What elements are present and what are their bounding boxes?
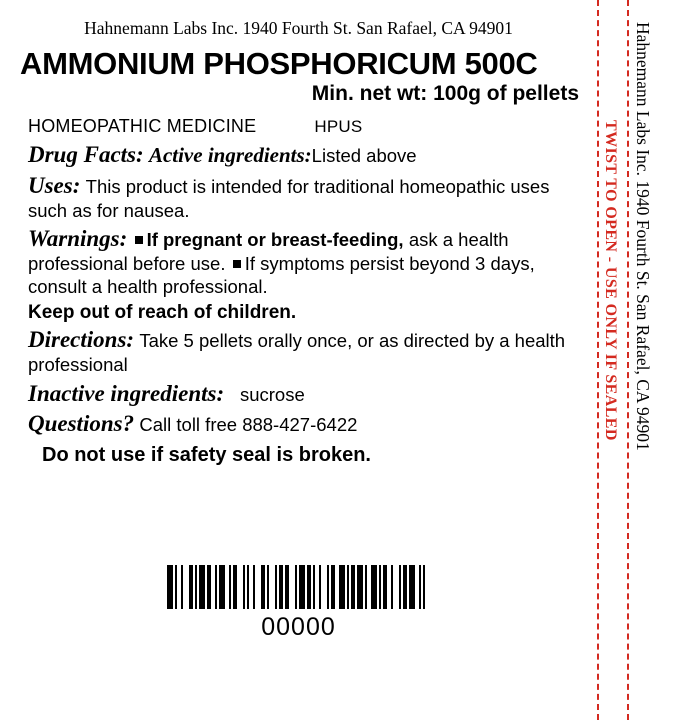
keep-out-of-reach: Keep out of reach of children. <box>28 302 297 324</box>
active-ingredients-label: Active ingredients: <box>148 143 312 168</box>
warning-one-tail: ask a health professional before use. <box>28 228 509 274</box>
barcode-image <box>167 565 431 609</box>
company-address-line: Hahnemann Labs Inc. 1940 Fourth St. San Rafael, CA 94901 <box>84 18 513 38</box>
side-company-text: Hahnemann Labs Inc. 1940 Fourth St. San Rafael, CA 94901 <box>633 22 653 451</box>
side-company-panel <box>627 0 663 720</box>
warnings-heading: Warnings: <box>28 225 128 251</box>
warning-two-text: If symptoms persist beyond 3 days, consult a health professional. <box>28 252 535 297</box>
bullet-square-icon <box>135 236 143 244</box>
drug-facts-heading: Drug Facts: <box>28 142 144 168</box>
barcode-area <box>0 552 597 642</box>
directions-heading: Directions: <box>28 327 135 353</box>
barcode-number: 00000 <box>261 613 336 641</box>
inactive-ingredients-heading: Inactive ingredients: <box>28 380 225 406</box>
drug-facts-row <box>28 141 581 169</box>
questions-text: Call toll free 888-427-6422 <box>139 413 358 435</box>
uses-heading: Uses: <box>28 172 81 198</box>
hpus-label: HPUS <box>314 117 363 137</box>
safety-seal-warning: Do not use if safety seal is broken. <box>42 443 371 466</box>
uses-text: This product is intended for traditional homeopathic uses such as for nausea. <box>28 175 550 221</box>
product-name: AMMONIUM PHOSPHORICUM 500C <box>20 46 538 81</box>
perforation-line-left <box>597 0 599 720</box>
seal-instruction-text: TWIST TO OPEN - USE ONLY IF SEALED <box>602 120 619 441</box>
seal-instruction-panel <box>600 0 626 720</box>
warning-one-text: If pregnant or breast-feeding, <box>146 228 404 250</box>
inactive-ingredients-row <box>28 380 581 408</box>
uses-row <box>28 172 581 223</box>
category-label: HOMEOPATHIC MEDICINE <box>28 116 257 137</box>
directions-text: Take 5 pellets orally once, or as directed by a health professional <box>28 330 566 376</box>
directions-row <box>28 326 581 377</box>
bullet-square-icon-2 <box>233 260 241 268</box>
category-row <box>28 116 581 137</box>
active-ingredients-value: Listed above <box>311 145 417 167</box>
questions-heading: Questions? <box>28 410 135 436</box>
warnings-row <box>28 225 581 299</box>
questions-row <box>28 410 581 438</box>
drug-facts-block <box>28 141 581 467</box>
inactive-ingredients-value: sucrose <box>239 383 305 405</box>
net-weight: Min. net wt: 100g of pellets <box>311 82 579 106</box>
